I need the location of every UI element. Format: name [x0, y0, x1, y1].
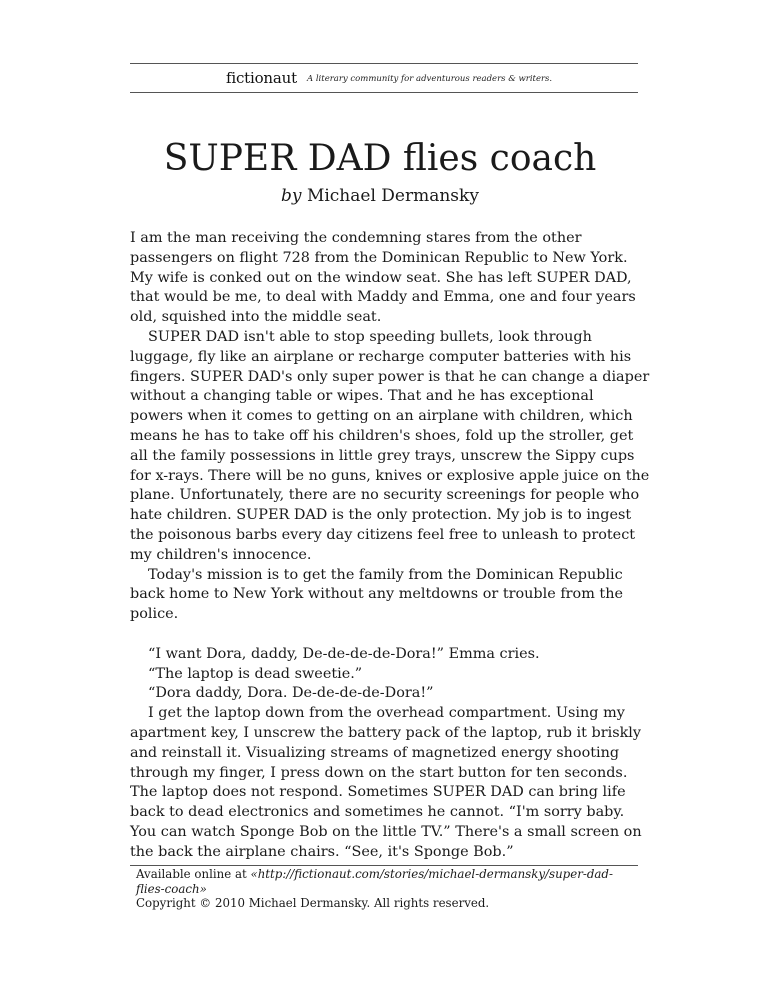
- story-paragraph: I am the man receiving the condemning stares from the other passengers on flight 728 from the Dominican Republic to New York. My wife is conked out on the window seat. She has left SUPER DAD, that would be me, to deal with Maddy and Emma, one and four years old, squished into the middle seat.: [130, 230, 636, 326]
- availability-prefix: Available online at: [136, 867, 251, 881]
- dialogue-line: “Dora daddy, Dora. De-de-de-de-Dora!”: [148, 685, 434, 702]
- copyright-notice: Copyright © 2010 Michael Dermansky. All rights reserved.: [136, 896, 490, 910]
- byline: [0, 185, 760, 207]
- site-header: [130, 63, 638, 93]
- site-logo[interactable]: fictionaut: [226, 69, 297, 87]
- story-paragraph: Today's mission is to get the family from the Dominican Republic back home to New York without any meltdowns or trouble from the police.: [130, 566, 623, 623]
- story-paragraph: SUPER DAD isn't able to stop speeding bullets, look through luggage, fly like an airplane or recharge computer batteries with his fingers. SUPER DAD's only super power is that he can change a diaper without a changing table or wipes. That and he has exceptional powers when it comes to getting on an airplane with children, which means he has to take off his children's shoes, fold up the stroller, get all the family possessions in little grey trays, unscrew the Sippy cups for x-rays. There will be no guns, knives or explosive apple juice on the plane. Unfortunately, there are no security screenings for people who hate children. SUPER DAD is the only protection. My job is to ingest the poisonous barbs every day citizens feel free to unleash to protect my children's innocence.: [130, 328, 650, 563]
- story-title: SUPER DAD flies coach: [163, 138, 597, 179]
- page-footer: [130, 865, 638, 911]
- author-name: Michael Dermansky: [306, 186, 479, 206]
- availability-line: [136, 867, 638, 896]
- site-tagline: A literary community for adventurous readers & writers.: [307, 74, 553, 84]
- story-paragraph: I get the laptop down from the overhead compartment. Using my apartment key, I unscrew the battery pack of the laptop, rub it briskly and reinstall it. Visualizing streams of magnetized energy shooting through my finger, I press down on the start button for ten seconds. The laptop does not respond. Sometimes SUPER DAD can bring life back to dead electronics and sometimes he cannot. “I'm sorry baby. You can watch Sponge Bob on the little TV.” There's a small screen on the back the airplane chairs. “See, it's Sponge Bob.”: [130, 705, 642, 860]
- byline-prefix: by: [281, 186, 302, 206]
- dialogue-line: “The laptop is dead sweetie.”: [148, 665, 363, 682]
- story-url-link[interactable]: «http://fictionaut.com/stories/michael-dermansky/super-dad-flies-coach»: [136, 867, 613, 896]
- paragraph-gap: [130, 625, 650, 645]
- story-body: [130, 229, 650, 863]
- dialogue-line: “I want Dora, daddy, De-de-de-de-Dora!” Emma cries.: [148, 645, 540, 662]
